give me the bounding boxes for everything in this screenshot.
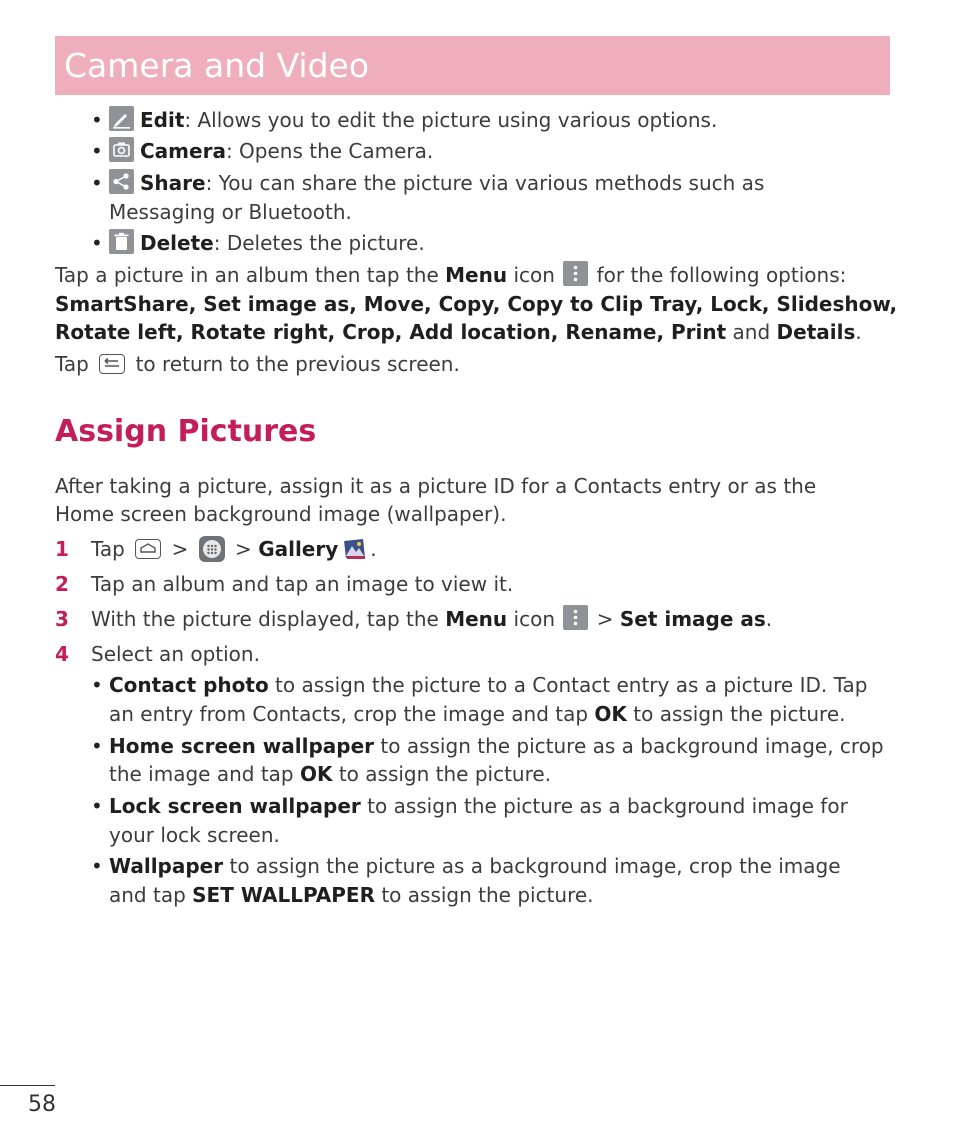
footer-rule [0,1085,55,1086]
option-contact-photo-cont: an entry from Contacts, crop the image and tap OK to assign the picture. [109,702,846,726]
bullet: • [91,231,103,255]
step-number: 4 [55,642,69,666]
back-paragraph: Tap to return to the previous screen. [55,352,460,376]
step-number: 1 [55,537,69,561]
option-lock-wallpaper: Lock screen wallpaper to assign the picture as a background image for [109,794,848,818]
step-4: Select an option. [91,642,260,666]
camera-icon [109,137,134,162]
bullet: • [91,673,103,697]
menu-icon [563,261,588,286]
option-home-wallpaper-cont: the image and tap OK to assign the picture. [109,762,552,786]
list-item-share: Share: You can share the picture via various methods such as [109,169,764,198]
option-wallpaper: Wallpaper to assign the picture as a background image, crop the image [109,854,841,878]
bullet: • [91,139,103,163]
bullet: • [91,734,103,758]
pencil-icon [109,106,134,131]
section-header-bar [55,36,890,95]
share-icon [109,169,134,194]
step-number: 2 [55,572,69,596]
list-item-share-cont: Messaging or Bluetooth. [109,200,352,224]
section-title: Assign Pictures [55,414,317,449]
assign-intro-line1: After taking a picture, assign it as a picture ID for a Contacts entry or as the [55,474,817,498]
option-contact-photo: Contact photo to assign the picture to a Contact entry as a picture ID. Tap [109,673,868,697]
back-icon [99,354,125,374]
page-number: 58 [28,1092,56,1117]
bullet: • [91,108,103,132]
bullet: • [91,854,103,878]
menu-options-line2: Rotate left, Rotate right, Crop, Add location, Rename, Print and Details. [55,320,862,344]
step-3: With the picture displayed, tap the Menu icon > Set image as. [91,607,773,631]
option-wallpaper-cont: and tap SET WALLPAPER to assign the picture. [109,883,594,907]
step-number: 3 [55,607,69,631]
gallery-icon [342,537,368,561]
menu-paragraph-line1: Tap a picture in an album then tap the Menu icon for the following options: [55,263,847,287]
step-1: Tap > > Gallery . [91,537,377,561]
trash-icon [109,229,134,254]
option-home-wallpaper: Home screen wallpaper to assign the picture as a background image, crop [109,734,884,758]
list-item-delete: Delete: Deletes the picture. [109,229,425,258]
menu-options-line1: SmartShare, Set image as, Move, Copy, Copy to Clip Tray, Lock, Slideshow, [55,292,898,316]
home-icon [135,539,161,559]
assign-intro-line2: Home screen background image (wallpaper). [55,502,507,526]
bullet: • [91,794,103,818]
page-title: Camera and Video [64,46,370,85]
bullet: • [91,171,103,195]
list-item-camera: Camera: Opens the Camera. [109,137,433,166]
list-item-edit: Edit: Allows you to edit the picture using various options. [109,106,717,135]
step-2: Tap an album and tap an image to view it. [91,572,514,596]
menu-icon [563,605,588,630]
option-lock-wallpaper-cont: your lock screen. [109,823,280,847]
apps-icon [199,536,225,562]
